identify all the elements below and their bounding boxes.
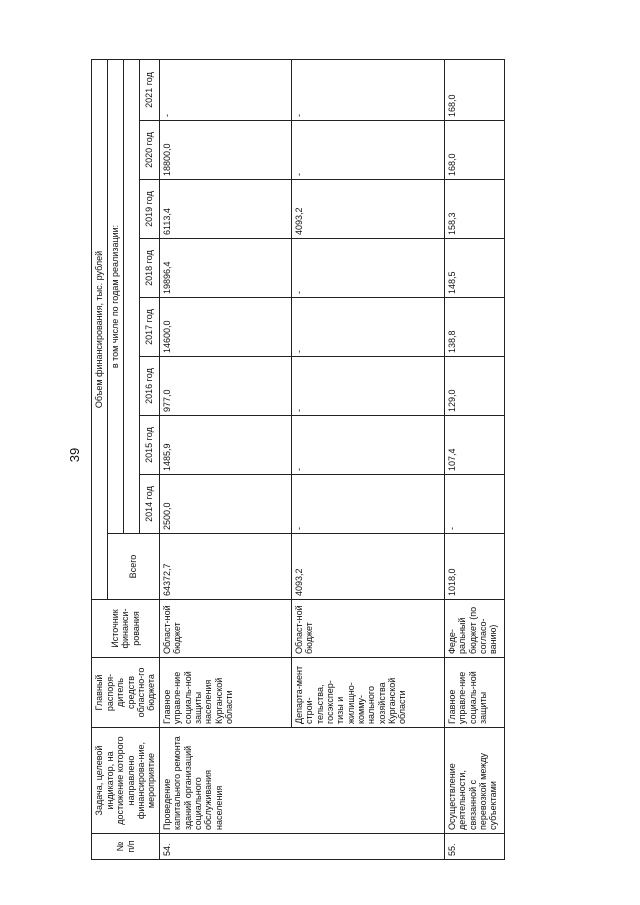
year-header-2020: 2020 год bbox=[140, 121, 160, 180]
year-header-2015: 2015 год bbox=[140, 416, 160, 475]
year-header-2016: 2016 год bbox=[140, 357, 160, 416]
cell-2021: - bbox=[292, 59, 445, 120]
cell-2015: - bbox=[292, 416, 445, 475]
cell-2020: 18800,0 bbox=[160, 121, 292, 180]
row-number: 55. bbox=[445, 834, 505, 860]
row-manager: Главное управле-ние социаль-ной защиты bbox=[445, 658, 505, 728]
header-task: Задача, целевой индикатор, на достижение которого направлено финансирова-ние, мероприятие bbox=[92, 728, 160, 834]
cell-2016: - bbox=[292, 357, 445, 416]
year-header-2019: 2019 год bbox=[140, 180, 160, 239]
cell-2016: 129,0 bbox=[445, 357, 505, 416]
cell-2018: 19896,4 bbox=[160, 239, 292, 298]
row-number: 54. bbox=[160, 834, 445, 860]
rotated-page-content bbox=[91, 60, 511, 860]
row-source: Феде-ральный бюджет (по согласо-ванию) bbox=[445, 600, 505, 658]
cell-2015: 107,4 bbox=[445, 416, 505, 475]
year-header-2017: 2017 год bbox=[140, 298, 160, 357]
row-manager: Департа-мент строи-тельства, госэкспер-тизы и жилищно-комму-нального хозяйства Курганской области bbox=[292, 658, 445, 728]
row-total: 64372,7 bbox=[160, 534, 292, 600]
header-manager: Главный распоря-дитель средств областно-го бюджета bbox=[92, 658, 160, 728]
cell-2017: - bbox=[292, 298, 445, 357]
cell-2015: 1485,9 bbox=[160, 416, 292, 475]
cell-2014: - bbox=[292, 475, 445, 534]
header-source: Источник финанси-рования bbox=[92, 600, 160, 658]
year-header-2018: 2018 год bbox=[140, 239, 160, 298]
row-source: Област-ной бюджет bbox=[292, 600, 445, 658]
row-task: Осуществление деятельности, связанной с перевозкой между субъектами bbox=[445, 728, 505, 834]
header-by-years: в том числе по годам реализации: bbox=[108, 59, 124, 533]
row-task: Проведение капитального ремонта зданий организаций социального обслуживания населения bbox=[160, 728, 445, 834]
cell-2021: - bbox=[160, 59, 292, 120]
financing-table bbox=[91, 59, 505, 860]
cell-2019: 4093,2 bbox=[292, 180, 445, 239]
cell-2014: - bbox=[445, 475, 505, 534]
row-total: 4093,2 bbox=[292, 534, 445, 600]
header-volume: Объем финансирования, тыс. рублей bbox=[92, 59, 108, 599]
cell-2019: 6113,4 bbox=[160, 180, 292, 239]
cell-2017: 14600,0 bbox=[160, 298, 292, 357]
table-row bbox=[445, 59, 505, 859]
page-number: 39 bbox=[67, 447, 82, 463]
cell-2021: 168,0 bbox=[445, 59, 505, 120]
cell-2014: 2500,0 bbox=[160, 475, 292, 534]
row-source: Област-ной бюджет bbox=[160, 600, 292, 658]
header-no: № п/п bbox=[92, 834, 160, 860]
header-row bbox=[92, 59, 108, 859]
header-total: Всего bbox=[108, 534, 160, 600]
year-header-2021: 2021 год bbox=[140, 59, 160, 120]
cell-2019: 158,3 bbox=[445, 180, 505, 239]
cell-2020: 168,0 bbox=[445, 121, 505, 180]
cell-2016: 977,0 bbox=[160, 357, 292, 416]
row-manager: Главное управле-ние социаль-ной защиты населения Курганской области bbox=[160, 658, 292, 728]
cell-2018: 148,5 bbox=[445, 239, 505, 298]
cell-2020: - bbox=[292, 121, 445, 180]
header-spacer bbox=[124, 59, 140, 533]
table-row bbox=[160, 59, 292, 859]
row-total: 1018,0 bbox=[445, 534, 505, 600]
cell-2018: - bbox=[292, 239, 445, 298]
year-header-2014: 2014 год bbox=[140, 475, 160, 534]
cell-2017: 138,8 bbox=[445, 298, 505, 357]
